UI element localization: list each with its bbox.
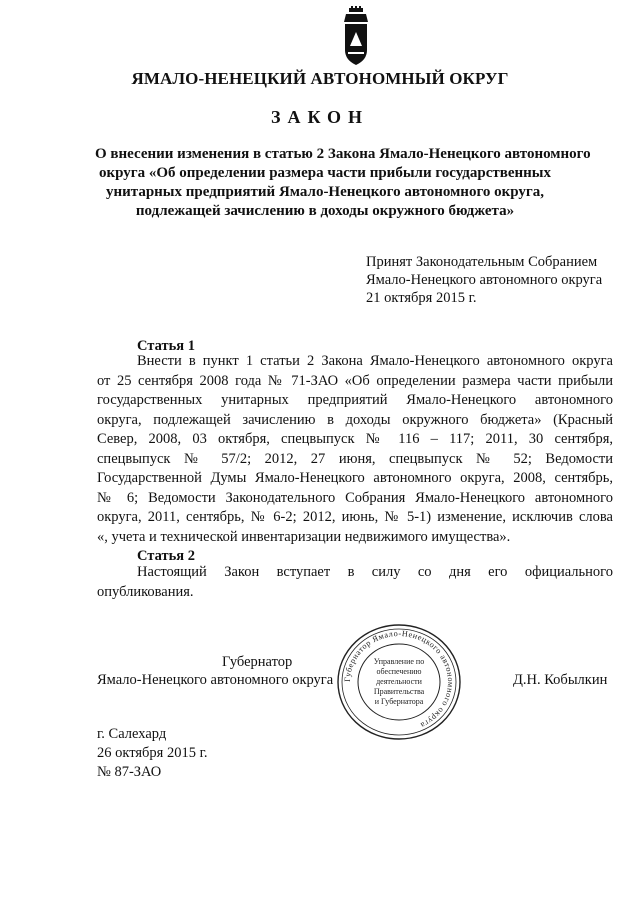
paragraph-line: спецвыпуск № 57/2; 2012, 27 июня, спецвыпуск № 52; Ведомости: [97, 450, 613, 467]
place-date-block: [97, 725, 208, 782]
law-title: [95, 145, 591, 221]
stamp-line: обеспечению: [376, 667, 422, 676]
stamp-line: деятельности: [376, 677, 422, 686]
adoption-line: Принят Законодательным Собранием: [366, 254, 598, 270]
paragraph-line: Настоящий Закон вступает в силу со дня его официального: [137, 564, 613, 580]
signatory-title: Губернатор: [222, 654, 293, 670]
law-number: № 87-ЗАО: [97, 764, 162, 780]
paragraph-line: Внести в пункт 1 статьи 2 Закона Ямало-Ненецкого автономного округа: [137, 353, 613, 369]
signatory-region: Ямало-Ненецкого автономного округа: [97, 672, 334, 688]
law-title-line: О внесении изменения в статью 2 Закона Ямало-Ненецкого автономного: [95, 146, 591, 162]
stamp-ring-text: Губернатор Ямало-Ненецкого автономного округа: [342, 628, 456, 731]
adoption-line: 21 октября 2015 г.: [366, 290, 477, 306]
region-heading: ЯМАЛО-НЕНЕЦКИЙ АВТОНОМНЫЙ ОКРУГ: [131, 69, 509, 88]
paragraph-line: от 25 сентября 2008 года № 71-ЗАО «Об определении размера части прибыли: [97, 372, 613, 389]
article-2-heading: Статья 2: [137, 548, 195, 564]
adoption-line: Ямало-Ненецкого автономного округа: [366, 272, 603, 288]
paragraph-line: округа, подлежащей зачислению в доходы окружного бюджета» (Красный: [97, 411, 613, 428]
article-1-heading: Статья 1: [137, 338, 195, 354]
adoption-note: [366, 253, 602, 307]
law-title-line: унитарных предприятий Ямало-Ненецкого автономного округа,: [105, 184, 544, 200]
law-title-line: подлежащей зачислению в доходы окружного бюджета»: [135, 203, 515, 219]
article-1-body: [97, 352, 613, 547]
stamp-line: и Губернатора: [374, 697, 424, 706]
paragraph-line: округа, 2011, сентябрь, № 6-2; 2012, июнь, № 5-1) изменение, исключив слова: [97, 509, 613, 525]
signing-date: 26 октября 2015 г.: [97, 745, 208, 761]
official-stamp: [335, 622, 463, 742]
paragraph-line: Север, 2008, 03 октября, спецвыпуск № 116 – 117; 2011, 30 сентября,: [97, 431, 613, 447]
law-title-line: округа «Об определении размера части прибыли государственных: [98, 165, 552, 181]
stamp-line: Управление по: [373, 657, 425, 666]
paragraph-line: государственных унитарных предприятий Ямало-Ненецкого автономного: [97, 392, 613, 408]
document-type: ЗАКОН: [270, 107, 370, 127]
paragraph-line: Государственной Думы Ямало-Ненецкого автономного округа, 2008, сентябрь,: [97, 470, 613, 486]
paragraph-line: № 6; Ведомости Законодательного Собрания Ямало-Ненецкого автономного: [97, 489, 613, 506]
city: г. Салехард: [97, 726, 167, 742]
coat-of-arms-icon: [340, 6, 372, 66]
paragraph-line: опубликования.: [97, 583, 194, 600]
stamp-line: Правительства: [373, 687, 425, 696]
paragraph-line: «, учета и технической инвентаризации недвижимого имущества».: [97, 528, 511, 545]
article-2-body: [97, 563, 613, 602]
signatory-name: Д.Н. Кобылкин: [513, 672, 608, 688]
